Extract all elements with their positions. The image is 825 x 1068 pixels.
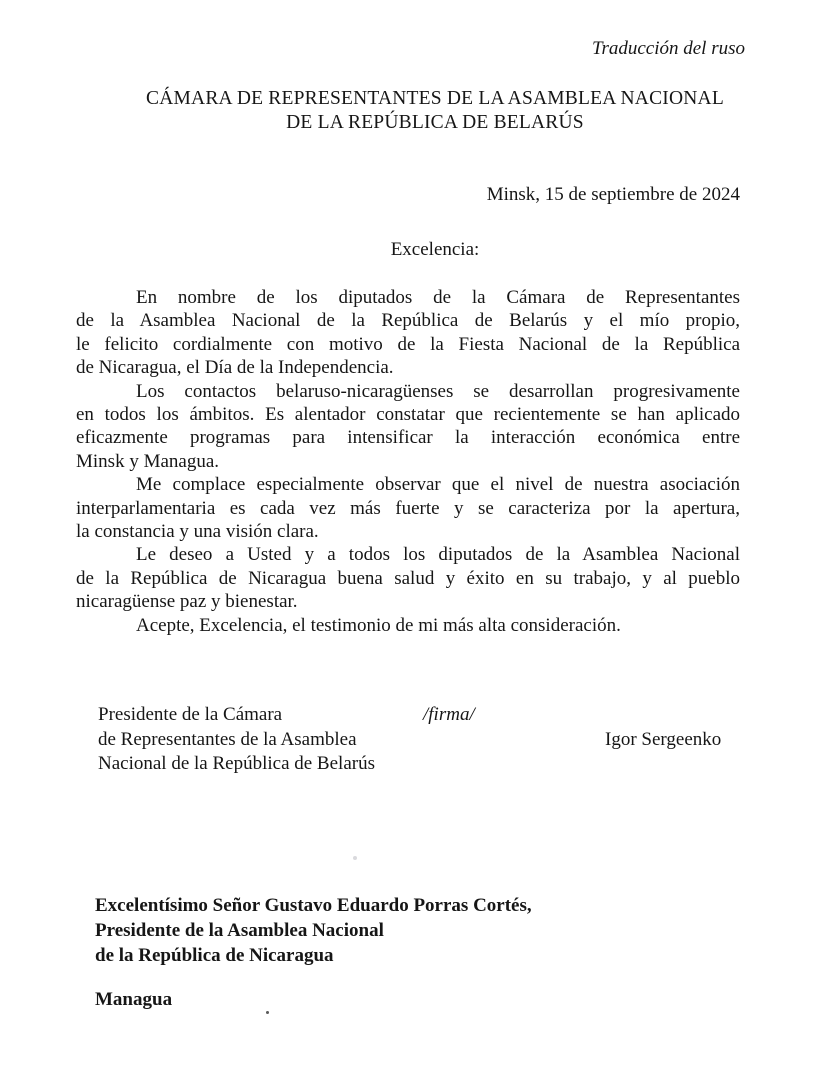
- text-line: de la Asamblea Nacional de la República de Belarús y el mío propio,: [76, 310, 740, 332]
- text-line: interparlamentaria es cada vez más fuerte y se caracteriza por la apertura,: [76, 497, 740, 519]
- signatory-office-line: de Representantes de la Asamblea: [98, 728, 357, 750]
- body-paragraph: [76, 543, 740, 613]
- letterhead-line-2: DE LA REPÚBLICA DE BELARÚS: [286, 111, 584, 133]
- signature-mark: /firma/: [423, 704, 475, 725]
- text-line: la constancia y una visión clara.: [76, 521, 319, 543]
- addressee-city: Managua: [95, 989, 173, 1010]
- addressee-line: Presidente de la Asamblea Nacional: [95, 920, 384, 941]
- signatory-office-line: Presidente de la Cámara: [98, 704, 283, 725]
- signatory-office: [98, 703, 375, 777]
- text-line: Minsk y Managua.: [76, 450, 220, 472]
- text-line: Los contactos belaruso-nicaragüenses se desarrollan progresivamente: [136, 380, 740, 402]
- scan-speck: [353, 856, 357, 860]
- translation-note: Traducción del ruso: [591, 38, 745, 59]
- body-paragraph: [76, 614, 740, 637]
- text-line: eficazmente programas para intensificar la interacción económica entre: [76, 427, 740, 449]
- addressee-line: de la República de Nicaragua: [95, 945, 334, 966]
- salutation: Excelencia:: [390, 239, 480, 260]
- text-line: Le deseo a Usted y a todos los diputados de la Asamblea Nacional: [136, 544, 740, 566]
- signature-block: [0, 703, 825, 783]
- addressee-line: Excelentísimo Señor Gustavo Eduardo Porras Cortés,: [95, 895, 532, 916]
- dateline: Minsk, 15 de septiembre de 2024: [486, 184, 740, 205]
- body-paragraph: [76, 286, 740, 380]
- signatory-name: Igor Sergeenko: [605, 729, 722, 750]
- text-line: le felicito cordialmente con motivo de la Fiesta Nacional de la República: [76, 333, 740, 355]
- text-line: Me complace especialmente observar que el nivel de nuestra asociación: [136, 474, 740, 496]
- addressee-block: [95, 893, 532, 968]
- letterhead-line-1: CÁMARA DE REPRESENTANTES DE LA ASAMBLEA NACIONAL: [146, 88, 724, 109]
- signatory-office-line: Nacional de la República de Belarús: [98, 753, 375, 774]
- body-paragraph: [76, 380, 740, 474]
- scan-speck: [266, 1011, 269, 1014]
- body-paragraph: [76, 473, 740, 543]
- text-line: de Nicaragua, el Día de la Independencia.: [76, 357, 394, 379]
- text-line: Acepte, Excelencia, el testimonio de mi más alta consideración.: [136, 614, 621, 636]
- letterhead: [45, 87, 825, 134]
- text-line: En nombre de los diputados de la Cámara de Representantes: [136, 287, 740, 308]
- text-line: nicaragüense paz y bienestar.: [76, 591, 298, 613]
- text-line: de la República de Nicaragua buena salud y éxito en su trabajo, y al pueblo: [76, 567, 740, 589]
- letter-body: [76, 286, 740, 637]
- text-line: en todos los ámbitos. Es alentador constatar que recientemente se han aplicado: [76, 404, 740, 426]
